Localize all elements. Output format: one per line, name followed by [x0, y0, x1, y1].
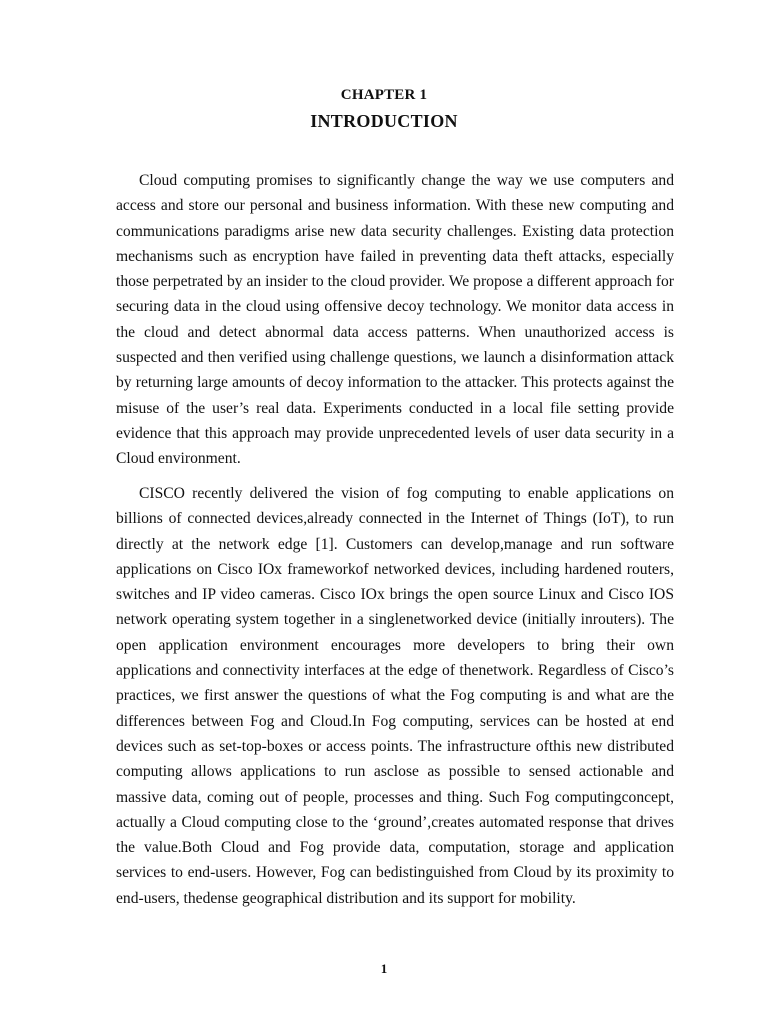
page-number: 1: [380, 961, 388, 976]
paragraph-fog-computing: CISCO recently delivered the vision of fog computing to enable applications on billions of connected devices,already connected in the Internet of Things (IoT), to run directly at the network edge [1]. Customers can develop,manage and run software applications on Cisco IOx frameworkof networked devices, including hardened routers, switches and IP video cameras. Cisco IOx brings the open source Linux and Cisco IOS network operating system together in a singlenetworked device (initially inrouters). The open application environment encourages more developers to bring their own applications and connectivity interfaces at the edge of thenetwork. Regardless of Cisco’s practices, we first answer the questions of what the Fog computing is and what are the differences between Fog and Cloud.In Fog computing, services can be hosted at end devices such as set-top-boxes or access points. The infrastructure ofthis new distributed computing allows applications to run asclose as possible to sensed actionable and massive data, coming out of people, processes and thing. Such Fog computingconcept, actually a Cloud computing close to the ‘ground’,creates automated response that drives the value.Both Cloud and Fog provide data, computation, storage and application services to end-users. However, Fog can bedistinguished from Cloud by its proximity to end-users, thedense geographical distribution and its support for mobility.: [116, 485, 674, 907]
chapter-label: CHAPTER 1: [340, 87, 428, 103]
chapter-title: INTRODUCTION: [310, 111, 458, 131]
paragraph-cloud-computing: Cloud computing promises to significantly change the way we use computers and access and store our personal and business information. With these new computing and communications paradigms arise new data security challenges. Existing data protection mechanisms such as encryption have failed in preventing data theft attacks, especially those perpetrated by an insider to the cloud provider. We propose a different approach for securing data in the cloud using offensive decoy technology. We monitor data access in the cloud and detect abnormal data access patterns. When unauthorized access is suspected and then verified using challenge questions, we launch a disinformation attack by returning large amounts of decoy information to the attacker. This protects against the misuse of the user’s real data. Experiments conducted in a local file setting provide evidence that this approach may provide unprecedented levels of user data security in a Cloud environment.: [116, 172, 674, 468]
